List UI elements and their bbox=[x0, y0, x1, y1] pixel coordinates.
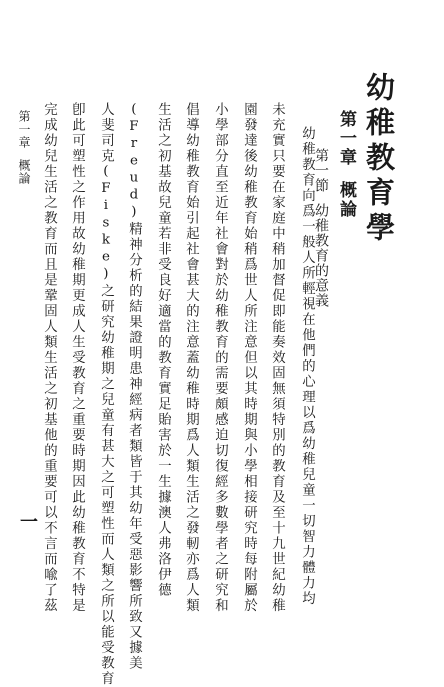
body-line: 幼稚教育向爲一般人所輕視在他們的心理以爲幼稚兒童一切智力體力均 bbox=[299, 126, 315, 607]
section-title: 幼稚教育的意義 bbox=[313, 203, 329, 308]
body-line: 完成幼兒生活之教育而且是鞏固人類生活之初基他的重要可以不言而喩了茲 bbox=[41, 102, 57, 614]
body-line: 卽此可塑性之作用故幼稚期更成人生受教育之重要時期因此幼稚教育不特是 bbox=[69, 102, 85, 614]
chapter-title: 概論 bbox=[336, 181, 356, 219]
body-line: 未充實只要在家庭中稍加督促即能奏效固無須特別的教育及至十九世紀幼稚 bbox=[269, 102, 285, 614]
body-line: 小學部分直至近年社會對於幼稚教育的需要頗感迫切復經多數學者之研究和 bbox=[212, 102, 228, 614]
section-heading bbox=[314, 148, 328, 308]
section-number: 第一節 bbox=[313, 148, 329, 193]
body-line: 生活之初基故兒童若非受良好適當的教育實足貽害於一生據澳人弗洛伊德 bbox=[155, 102, 171, 598]
body-line: (Freud)精神分析的結果證明患神經病者類皆于其幼年受惡影響所致又據美 bbox=[126, 102, 142, 672]
footer-chapter: 第一章 bbox=[17, 110, 31, 149]
body-line: 園發達後幼稚教育始稍爲世人所注意但以其時期與小學相接研究時每附屬於 bbox=[241, 102, 257, 614]
footer-title: 概論 bbox=[17, 159, 31, 185]
running-footer bbox=[18, 110, 30, 185]
book-title: 幼稚教育學 bbox=[362, 72, 396, 247]
page-number: 一 bbox=[17, 512, 38, 530]
body-line: 人斐司克(Fiske)之研究幼稚期之兒童有甚大之可塑性而人類之所以能受教育 bbox=[98, 102, 114, 687]
chapter-number: 第一章 bbox=[336, 110, 356, 167]
body-line: 倡導幼稚教育始引起社會甚大的注意蓋幼稚時期爲人類生活之發軔亦爲人類 bbox=[183, 102, 199, 614]
chapter-heading bbox=[337, 110, 354, 219]
